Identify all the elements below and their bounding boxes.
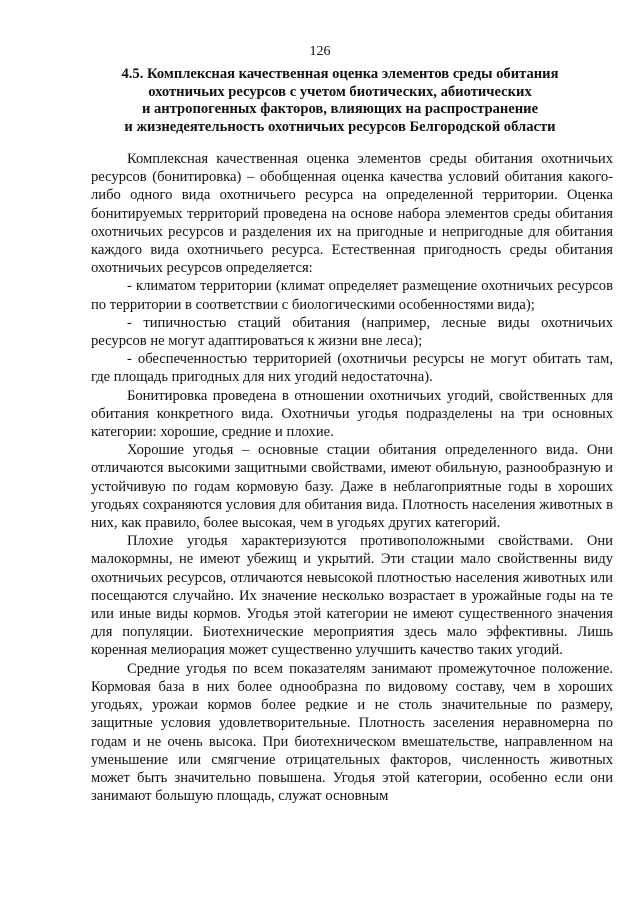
paragraph-intro: Комплексная качественная оценка элементов среды обитания охотничьих ресурсов (бонитировка) – обобщенная оценка качества условий обитания какого-либо одного вида охотничьего ресурса на определенной территории. Оценка бонитируемых территорий проведена на основе набора элементов среды обитания охотничьих ресурсов и разделения их на пригодные и непригодные для обитания каждого вида охотничьего ресурса. Естественная пригодность среды обитания охотничьих ресурсов определяется: bbox=[91, 151, 613, 277]
list-item-stations: - типичностью стаций обитания (например, лесные виды охотничьих ресурсов не могут адаптироваться к жизни вне леса); bbox=[91, 314, 613, 350]
list-item-climate: - климатом территории (климат определяет размещение охотничьих ресурсов по территории в соответствии с биологическими особенностями вида); bbox=[91, 278, 613, 313]
heading-line: и антропогенных факторов, влияющих на распространение bbox=[141, 101, 539, 117]
paragraph-bonitirovka: Бонитировка проведена в отношении охотничьих угодий, свойственных для обитания конкретного вида. Охотничьи угодья подразделены на три основных категории: хорошие, средние и плохие. bbox=[91, 387, 613, 441]
paragraph-bad-lands: Плохие угодья характеризуются противоположными свойствами. Они малокормны, не имеют убежищ и укрытий. Эти стации мало свойственны виду охотничьих ресурсов, отличаются невысокой плотностью населения животных или посещаются случайно. Их значение несколько возрастает в урожайные годы на те или иные виды кормов. Угодья этой категории не имеют существенного значения для популяции. Биотехнические мероприятия здесь мало эффективны. Лишь коренная мелиорация может существенно улучшить качество таких угодий. bbox=[91, 533, 613, 659]
page-number: 126 bbox=[309, 44, 331, 59]
body-text bbox=[91, 150, 613, 805]
heading-line: охотничьих ресурсов с учетом биотических, абиотических bbox=[148, 83, 532, 100]
section-heading bbox=[70, 66, 610, 136]
heading-line: 4.5. Комплексная качественная оценка элементов среды обитания bbox=[121, 66, 559, 82]
paragraph-good-lands: Хорошие угодья – основные стации обитания определенного вида. Они отличаются высокими защитными свойствами, имеют обильную, разнообразную и устойчивую по годам кормовую базу. Даже в неблагоприятные годы в хороших угодьях сохраняются условия для обитания вида. Плотность населения животных в них, как правило, более высокая, чем в угодьях других категорий. bbox=[91, 442, 613, 532]
heading-line: и жизнедеятельность охотничьих ресурсов Белгородской области bbox=[124, 118, 556, 135]
list-item-territory: - обеспеченностью территорией (охотничьи ресурсы не могут обитать там, где площадь пригодных для них угодий недостаточна). bbox=[91, 351, 613, 386]
paragraph-medium-lands: Средние угодья по всем показателям занимают промежуточное положение. Кормовая база в них более однообразна по видовому составу, чем в хороших угодьях, урожаи кормов более редкие и не столь значительные по размеру, защитные условия удовлетворительные. Плотность заселения неравномерна по годам и не очень высока. При биотехническом вмешательстве, направленном на уменьшение или смягчение отрицательных факторов, численность животных может быть значительно повышена. Угодья этой категории, особенно если они занимают большую площадь, служат основным bbox=[91, 660, 613, 805]
